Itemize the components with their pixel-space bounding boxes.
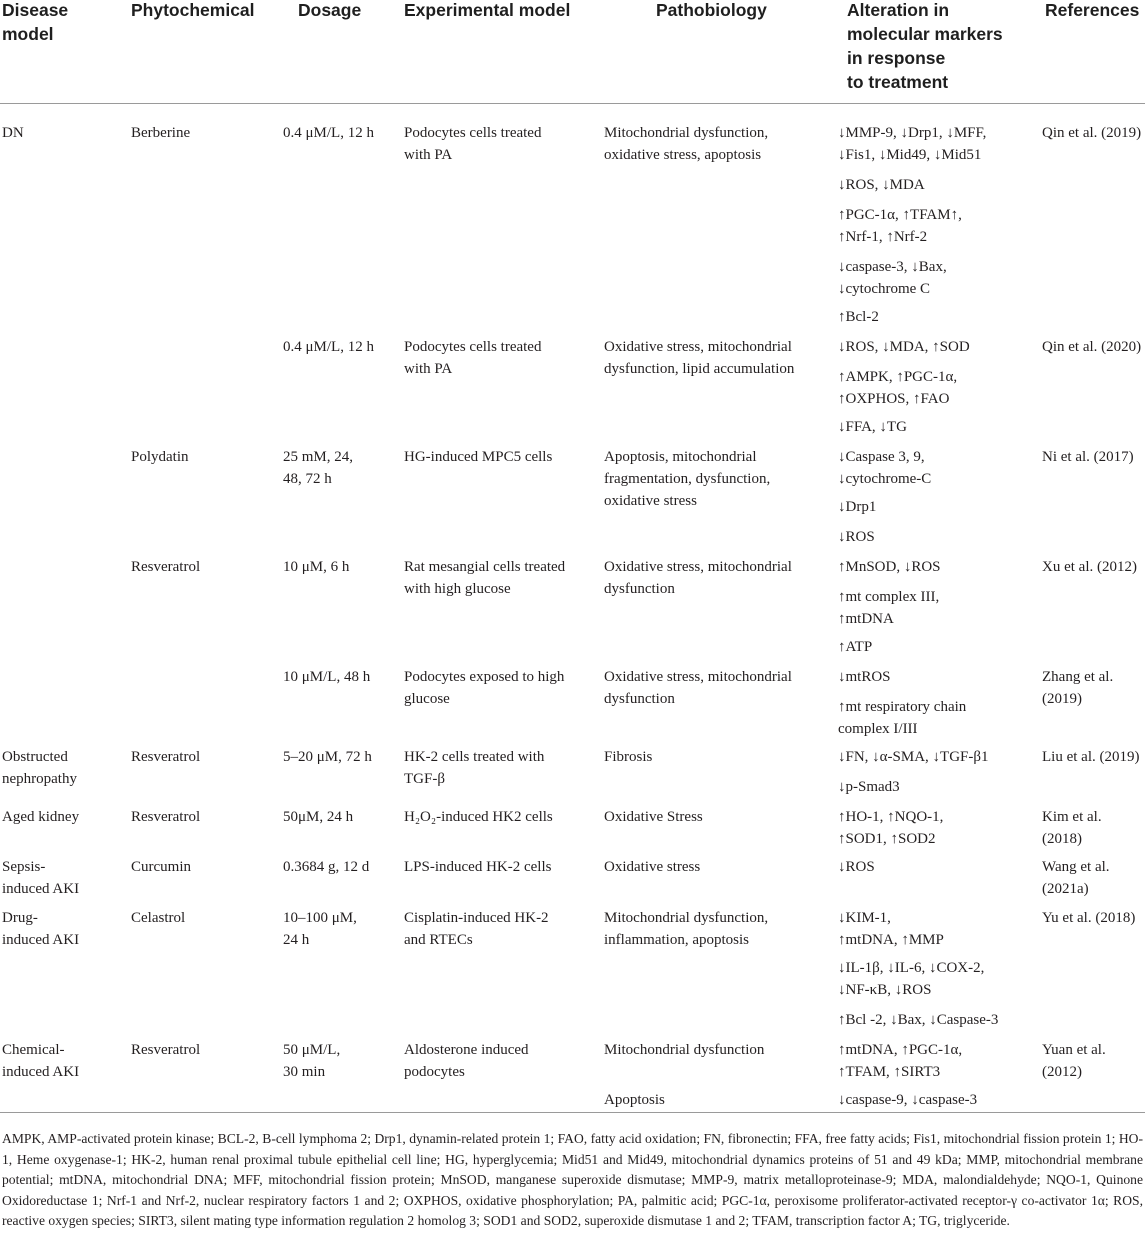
cell-marker: ↓caspase-3, ↓Bax, ↓cytochrome C (838, 259, 947, 297)
header-phytochemical: Phytochemical (131, 0, 255, 20)
cell-marker: ↓Drp1 (838, 499, 877, 515)
cell-marker: ↓p-Smad3 (838, 779, 900, 795)
cell-dosage: 0.4 μM/L, 12 h (283, 125, 374, 141)
cell-pathobiology: Mitochondrial dysfunction (604, 1042, 765, 1058)
cell-pathobiology: Apoptosis (604, 1092, 665, 1108)
cell-marker: ↓FFA, ↓TG (838, 419, 907, 435)
header-pathobiology: Pathobiology (656, 0, 767, 20)
cell-reference: Qin et al. (2019) (1042, 125, 1142, 141)
cell-dosage: 0.4 μM/L, 12 h (283, 339, 374, 355)
cell-experimental-model: Podocytes cells treated with PA (404, 339, 542, 377)
cell-disease-model: DN (2, 125, 24, 141)
table-footnote: AMPK, AMP-activated protein kinase; BCL-2, B-cell lymphoma 2; Drp1, dynamin-related protein 1; FAO, fatty acid oxidation; FN, fibronectin; FFA, free fatty acids; Fis1, mitochondrial fission protein 1; HO-1, Heme oxygenase-1; HK-2, human renal proximal tubule epithelial cell line; HG, hyperglycemia; Mid51 and Mid49, mitochondrial dynamics proteins of 51 and 49 kDa; MMP, mitochondrial membrane potential; mtDNA, mitochondrial DNA; MFF, mitochondrial fission protein; MnSOD, manganese superoxide dismutase; MMP-9, matrix metalloproteinase-9; MDA, malondialdehyde; NQO-1, Quinone Oxidoreductase 1; Nrf-1 and Nrf-2, nuclear respiratory factors 1 and 2; OXPHOS, oxidative phosphorylation; PA, palmitic acid; PGC-1α, peroxisome proliferator-activated receptor-γ co-activator 1α; ROS, reactive oxygen species; SIRT3, silent mating type information regulation 2 homolog 3; SOD1 and SOD2, superoxide dismutase 1 and 2; TFAM, transcription factor A; TG, triglyceride. (2, 1131, 1143, 1229)
cell-marker: ↓caspase-9, ↓caspase-3 (838, 1092, 978, 1108)
cell-phytochemical: Resveratrol (131, 1042, 201, 1058)
cell-phytochemical: Resveratrol (131, 559, 201, 575)
cell-marker: ↓mtROS (838, 669, 891, 685)
cell-marker: ↑PGC-1α, ↑TFAM↑, ↑Nrf-1, ↑Nrf-2 (838, 207, 962, 245)
cell-reference: Qin et al. (2020) (1042, 339, 1142, 355)
cell-reference: Zhang et al. (2019) (1042, 669, 1114, 707)
cell-phytochemical: Polydatin (131, 449, 189, 465)
cell-marker: ↑Bcl-2 (838, 309, 879, 325)
cell-pathobiology: Fibrosis (604, 749, 653, 765)
header-dosage: Dosage (298, 0, 362, 20)
cell-disease-model: Sepsis- induced AKI (2, 859, 80, 897)
cell-phytochemical: Curcumin (131, 859, 191, 875)
cell-phytochemical: Resveratrol (131, 809, 201, 825)
cell-reference: Liu et al. (2019) (1042, 749, 1140, 765)
cell-marker: ↓ROS (838, 529, 875, 545)
cell-pathobiology: Oxidative stress, mitochondrial dysfunction, lipid accumulation (604, 339, 795, 377)
cell-marker: ↓ROS, ↓MDA (838, 177, 925, 193)
cell-pathobiology: Oxidative stress, mitochondrial dysfunction (604, 669, 792, 707)
cell-experimental-model: HG-induced MPC5 cells (404, 449, 553, 465)
cell-marker: ↑Bcl -2, ↓Bax, ↓Caspase-3 (838, 1012, 999, 1028)
cell-experimental-model: Podocytes cells treated with PA (404, 125, 542, 163)
cell-experimental-model: Cisplatin-induced HK-2 and RTECs (404, 910, 549, 948)
cell-marker: ↑mt complex III, ↑mtDNA (838, 589, 940, 627)
cell-marker: ↑MnSOD, ↓ROS (838, 559, 941, 575)
cell-reference: Wang et al. (2021a) (1042, 859, 1110, 897)
cell-marker: ↓KIM-1, ↑mtDNA, ↑MMP (838, 910, 944, 948)
cell-reference: Xu et al. (2012) (1042, 559, 1137, 575)
cell-marker: ↓IL-1β, ↓IL-6, ↓COX-2, ↓NF-κB, ↓ROS (838, 960, 985, 998)
cell-marker: ↑AMPK, ↑PGC-1α, ↑OXPHOS, ↑FAO (838, 369, 958, 407)
cell-dosage: 50μM, 24 h (283, 809, 354, 825)
cell-pathobiology: Apoptosis, mitochondrial fragmentation, dysfunction, oxidative stress (604, 449, 771, 509)
cell-experimental-model: Podocytes exposed to high glucose (404, 669, 565, 707)
cell-reference: Yu et al. (2018) (1042, 910, 1136, 926)
header-disease-model: Disease model (2, 0, 69, 44)
cell-dosage: 0.3684 g, 12 d (283, 859, 370, 875)
cell-dosage: 10–100 μM, 24 h (283, 910, 357, 948)
cell-reference: Kim et al. (2018) (1042, 809, 1102, 847)
cell-pathobiology: Mitochondrial dysfunction, oxidative stress, apoptosis (604, 125, 769, 163)
cell-phytochemical: Resveratrol (131, 749, 201, 765)
cell-marker: ↑HO-1, ↑NQO-1, ↑SOD1, ↑SOD2 (838, 809, 944, 847)
cell-disease-model: Chemical- induced AKI (2, 1042, 80, 1080)
cell-disease-model: Drug- induced AKI (2, 910, 80, 948)
cell-disease-model: Obstructed nephropathy (2, 749, 77, 787)
cell-experimental-model: H₂O₂-induced HK2 cells (404, 809, 553, 825)
cell-phytochemical: Berberine (131, 125, 191, 141)
cell-marker: ↓ROS, ↓MDA, ↑SOD (838, 339, 970, 355)
cell-dosage: 50 μM/L, 30 min (283, 1042, 341, 1080)
cell-pathobiology: Oxidative stress, mitochondrial dysfunction (604, 559, 792, 597)
cell-marker: ↑ATP (838, 639, 873, 655)
cell-pathobiology: Oxidative Stress (604, 809, 703, 825)
cell-phytochemical: Celastrol (131, 910, 186, 926)
cell-reference: Ni et al. (2017) (1042, 449, 1134, 465)
cell-experimental-model: HK-2 cells treated with TGF-β (404, 749, 545, 787)
cell-dosage: 10 μM, 6 h (283, 559, 350, 575)
cell-pathobiology: Mitochondrial dysfunction, inflammation, apoptosis (604, 910, 769, 948)
cell-marker: ↑mt respiratory chain complex I/III (838, 699, 967, 737)
cell-reference: Yuan et al. (2012) (1042, 1042, 1106, 1080)
cell-experimental-model: LPS-induced HK-2 cells (404, 859, 552, 875)
cell-pathobiology: Oxidative stress (604, 859, 701, 875)
header-alteration-markers: Alteration in molecular markers in response to treatment (847, 0, 1003, 92)
cell-marker: ↓MMP-9, ↓Drp1, ↓MFF, ↓Fis1, ↓Mid49, ↓Mid51 (838, 125, 987, 163)
header-experimental-model: Experimental model (404, 0, 571, 20)
cell-marker: ↓FN, ↓α-SMA, ↓TGF-β1 (838, 749, 989, 765)
cell-dosage: 25 mM, 24, 48, 72 h (283, 449, 354, 487)
cell-dosage: 10 μM/L, 48 h (283, 669, 371, 685)
cell-marker: ↓Caspase 3, 9, ↓cytochrome-C (838, 449, 932, 487)
cell-experimental-model: Aldosterone induced podocytes (404, 1042, 529, 1080)
table-footnote-block (0, 1112, 1145, 1232)
header-references: References (1045, 0, 1140, 20)
cell-marker: ↑mtDNA, ↑PGC-1α, ↑TFAM, ↑SIRT3 (838, 1042, 963, 1080)
cell-dosage: 5–20 μM, 72 h (283, 749, 372, 765)
cell-experimental-model: Rat mesangial cells treated with high glucose (404, 559, 566, 597)
table-header (0, 0, 1145, 104)
cell-disease-model: Aged kidney (2, 809, 80, 825)
cell-marker: ↓ROS (838, 859, 875, 875)
